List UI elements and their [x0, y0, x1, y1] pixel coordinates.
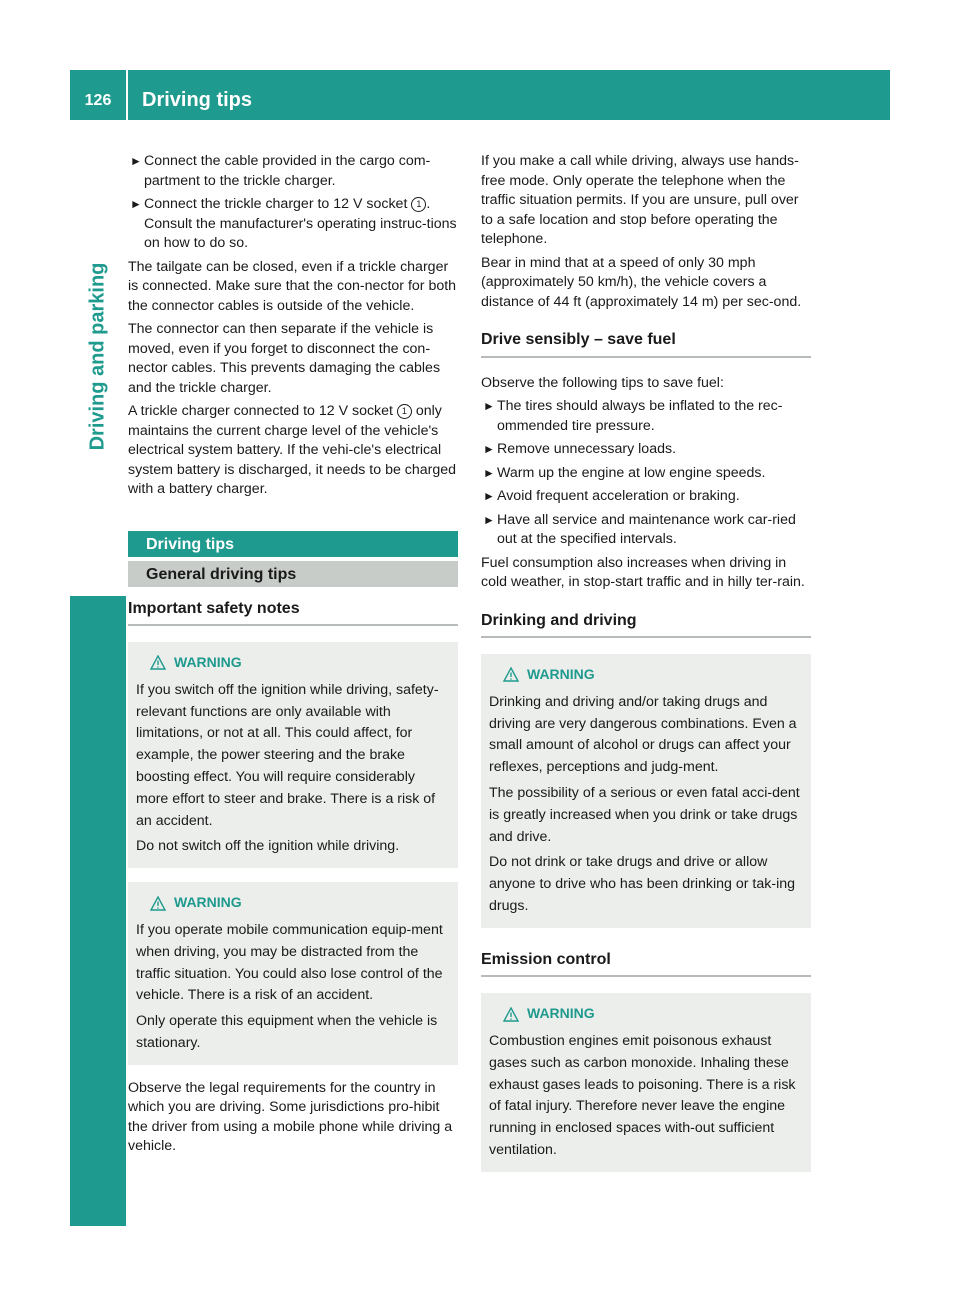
page-title: Driving tips — [142, 89, 253, 111]
list-item: ► Connect the trickle charger to 12 V socket 1 . Consult the manufacturer's operating instruc-tions on how to do so. — [130, 196, 457, 251]
warning-box: WARNING If you switch off the ignition while driving, safety-relevant functions are only available with limitations, or not at all. This could affect, for example, the power steering and the brake boosting effect. You will require considerably more effort to steer and brake. There is a risk of an accident. Do not switch off the ignition while driving. — [128, 642, 458, 868]
warning-box: WARNING Drinking and driving and/or taking drugs and driving are very dangerous combinations. Even a small amount of alcohol or drugs can affect your reflexes, perceptions and judg-ment. The possibility of a serious or even fatal acci-dent is greatly increased when you drink or take drugs and drive. Do not drink or take drugs and drive or allow anyone to drive who has been drinking or tak-ing drugs. — [481, 654, 811, 928]
paragraph: Observe the following tips to save fuel: — [481, 374, 724, 391]
arrow-icon: ► — [483, 465, 495, 480]
page-number: 126 — [84, 92, 112, 109]
left-column — [128, 152, 458, 1161]
paragraph: Observe the legal requirements for the country in which you are driving. Some jurisdictions pro-hibit the driver from using a mobile phone while driving a vehicle. — [128, 1079, 453, 1155]
list-item: ► Connect the cable provided in the cargo com-partment to the trickle charger. — [130, 153, 431, 189]
paragraph: A trickle charger connected to 12 V socket 1 only maintains the current charge level of the vehicle's electrical system battery. If the vehi-cle's electrical system battery is discharged, it needs to be charged with a battery charger. — [128, 403, 457, 497]
heading-save-fuel: Drive sensibly – save fuel — [481, 330, 811, 358]
arrow-icon: ► — [130, 154, 142, 168]
list-item: ► The tires should always be inflated to the rec-ommended tire pressure. — [483, 398, 783, 434]
header-divider — [126, 70, 128, 120]
arrow-icon: ► — [130, 197, 142, 211]
arrow-icon: ► — [483, 442, 495, 456]
warning-box: WARNING Combustion engines emit poisonous exhaust gases such as carbon monoxide. Inhaling these exhaust gases leads to poisoning. There is a risk of fatal injury. Therefore never leave the engine running in enclosed spaces with-out sufficient ventilation. — [481, 993, 811, 1172]
list-item: ► Remove unnecessary loads. — [481, 440, 811, 460]
paragraph: If you make a call while driving, always use hands-free mode. Only operate the telephone when the traffic situation permits. If you are unsure, pull over to a safe location and stop before operating the telephone. — [481, 153, 799, 247]
subsection-title: General driving tips — [128, 561, 458, 587]
warning-triangle-icon — [150, 655, 166, 670]
warning-triangle-icon — [503, 667, 519, 682]
heading-drinking-driving: Drinking and driving — [481, 611, 811, 639]
list-item: ► Have all service and maintenance work car-ried out at the specified intervals. — [483, 511, 796, 547]
callout-marker: 1 — [411, 197, 426, 212]
arrow-icon: ► — [483, 399, 495, 413]
warning-box: WARNING If you operate mobile communication equip-ment when driving, you may be distracted from the traffic situation. You could also lose control of the vehicle. There is a risk of an accident. Only operate this equipment when the vehicle is stationary. — [128, 882, 458, 1065]
warning-triangle-icon — [503, 1007, 519, 1022]
paragraph: Fuel consumption also increases when driving in cold weather, in stop-start traffic and in hilly ter-rain. — [481, 554, 805, 590]
chapter-side-block — [70, 596, 126, 1226]
heading-emission-control: Emission control — [481, 950, 811, 978]
paragraph: Bear in mind that at a speed of only 30 mph (approximately 50 km/h), the vehicle covers a distance of 44 ft (approximately 14 m) per sec-ond. — [481, 254, 802, 310]
arrow-icon: ► — [483, 489, 495, 503]
list-item: ► Avoid frequent acceleration or braking. — [481, 487, 811, 507]
paragraph: The connector can then separate if the vehicle is moved, even if you forget to disconnect the con-nector cables. This prevents damaging the cables and the trickle charger. — [128, 321, 441, 396]
right-column — [481, 152, 811, 1186]
arrow-icon: ► — [483, 512, 495, 527]
list-item: ► Warm up the engine at low engine speeds. — [481, 464, 811, 484]
heading-important-safety: Important safety notes — [128, 599, 458, 627]
callout-marker: 1 — [397, 404, 412, 419]
section-title: Driving tips — [128, 531, 458, 557]
chapter-side-tab — [70, 120, 126, 592]
chapter-label: Driving and parking — [86, 262, 109, 450]
paragraph: The tailgate can be closed, even if a trickle charger is connected. Make sure that the con-nector for both the connector cables is outside of the vehicle. — [128, 258, 457, 314]
warning-triangle-icon — [150, 896, 166, 911]
